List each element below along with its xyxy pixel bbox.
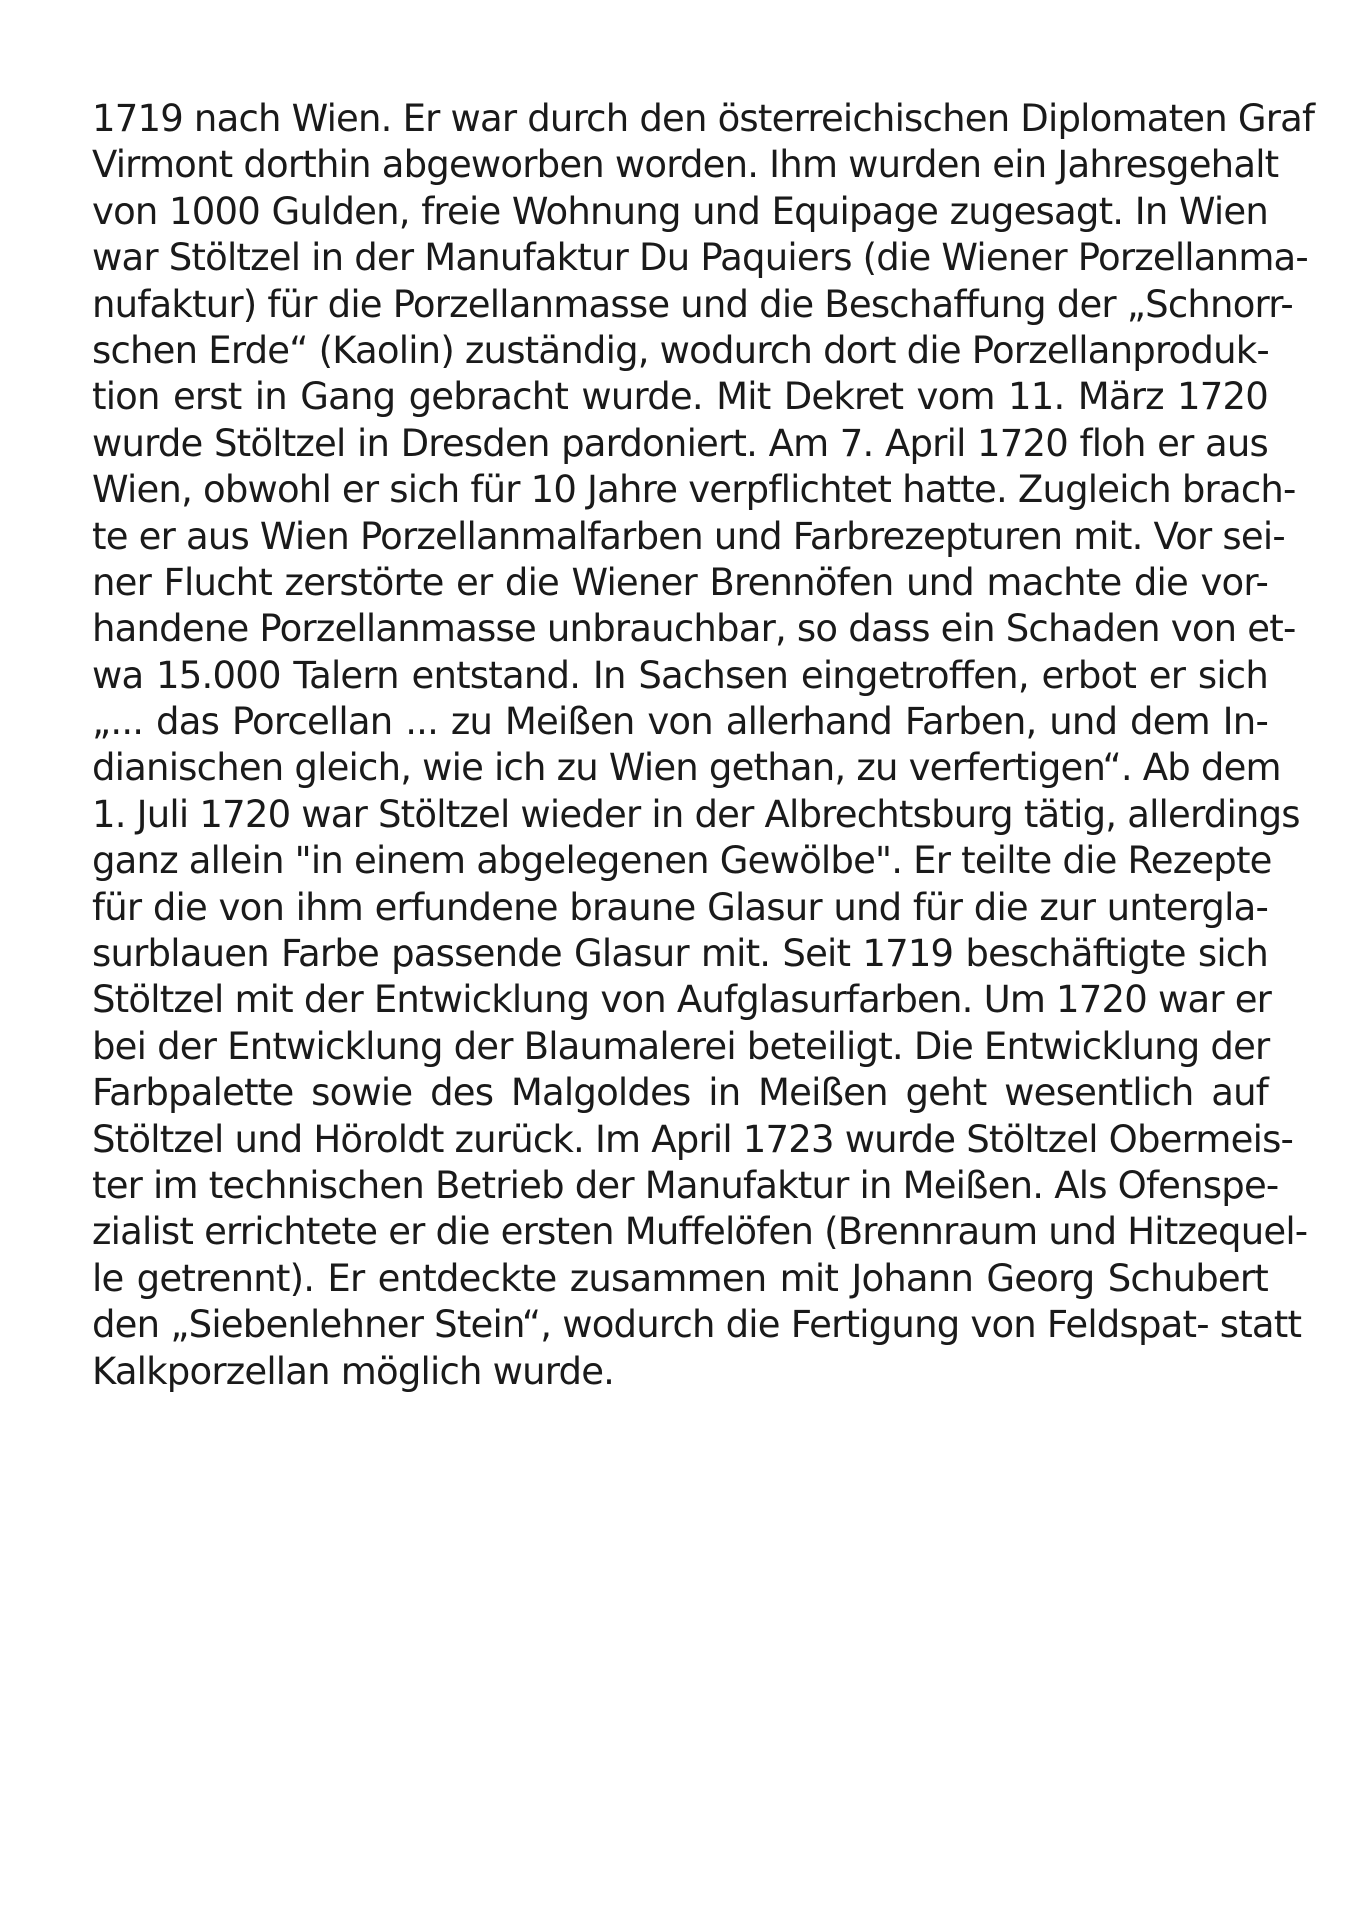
text-line: Wien, obwohl er sich für 10 Jahre verpflichtet hatte. Zugleich brach- bbox=[92, 468, 1296, 512]
text-line: für die von ihm erfundene braune Glasur und für die zur untergla- bbox=[92, 885, 1268, 929]
text-line: den „Siebenlehner Stein“, wodurch die Fertigung von Feldspat- statt bbox=[92, 1303, 1302, 1347]
text-line: wa 15.000 Talern entstand. In Sachsen eingetroffen, erbot er sich bbox=[92, 653, 1268, 697]
text-line: wurde Stöltzel in Dresden pardoniert. Am 7. April 1720 floh er aus bbox=[92, 421, 1268, 465]
text-line: handene Porzellanmasse unbrauchbar, so dass ein Schaden von et- bbox=[92, 607, 1296, 651]
text-line: „... das Porcellan ... zu Meißen von allerhand Farben, und dem In- bbox=[92, 700, 1268, 744]
text-line: le getrennt). Er entdeckte zusammen mit Johann Georg Schubert bbox=[92, 1256, 1268, 1300]
text-line: ner Flucht zerstörte er die Wiener Brennöfen und machte die vor- bbox=[92, 560, 1268, 604]
text-line: Farbpalette sowie des Malgoldes in Meißen geht wesentlich auf bbox=[92, 1071, 1268, 1115]
text-line: ganz allein "in einem abgelegenen Gewölbe". Er teilte die Rezepte bbox=[92, 839, 1272, 883]
text-line: 1. Juli 1720 war Stöltzel wieder in der Albrechtsburg tätig, allerdings bbox=[92, 792, 1300, 836]
text-line: bei der Entwicklung der Blaumalerei beteiligt. Die Entwicklung der bbox=[92, 1024, 1270, 1068]
text-line: von 1000 Gulden, freie Wohnung und Equipage zugesagt. In Wien bbox=[92, 189, 1268, 233]
text-line: dianischen gleich, wie ich zu Wien gethan, zu verfertigen“. Ab dem bbox=[92, 746, 1281, 790]
text-line: Stöltzel mit der Entwicklung von Aufglasurfarben. Um 1720 war er bbox=[92, 978, 1272, 1022]
text-line: war Stöltzel in der Manufaktur Du Paquiers (die Wiener Porzellanma- bbox=[92, 236, 1308, 280]
text-line: nufaktur) für die Porzellanmasse und die Beschaffung der „Schnorr- bbox=[92, 282, 1293, 326]
body-paragraph bbox=[92, 96, 1315, 1395]
text-line: te er aus Wien Porzellanmalfarben und Farbrezepturen mit. Vor sei- bbox=[92, 514, 1285, 558]
text-line: 1719 nach Wien. Er war durch den österreichischen Diplomaten Graf bbox=[92, 97, 1315, 140]
text-line: Stöltzel und Höroldt zurück. Im April 1723 wurde Stöltzel Obermeis- bbox=[92, 1117, 1294, 1161]
text-line: schen Erde“ (Kaolin) zuständig, wodurch dort die Porzellanproduk- bbox=[92, 328, 1269, 372]
text-line: tion erst in Gang gebracht wurde. Mit Dekret vom 11. März 1720 bbox=[92, 375, 1268, 419]
text-line: zialist errichtete er die ersten Muffelöfen (Brennraum und Hitzequel- bbox=[92, 1210, 1308, 1254]
text-line: surblauen Farbe passende Glasur mit. Seit 1719 beschäftigte sich bbox=[92, 932, 1268, 976]
text-line: ter im technischen Betrieb der Manufaktur in Meißen. Als Ofenspe- bbox=[92, 1163, 1279, 1207]
text-line: Kalkporzellan möglich wurde. bbox=[92, 1349, 615, 1393]
text-line: Virmont dorthin abgeworben worden. Ihm wurden ein Jahresgehalt bbox=[92, 143, 1279, 187]
